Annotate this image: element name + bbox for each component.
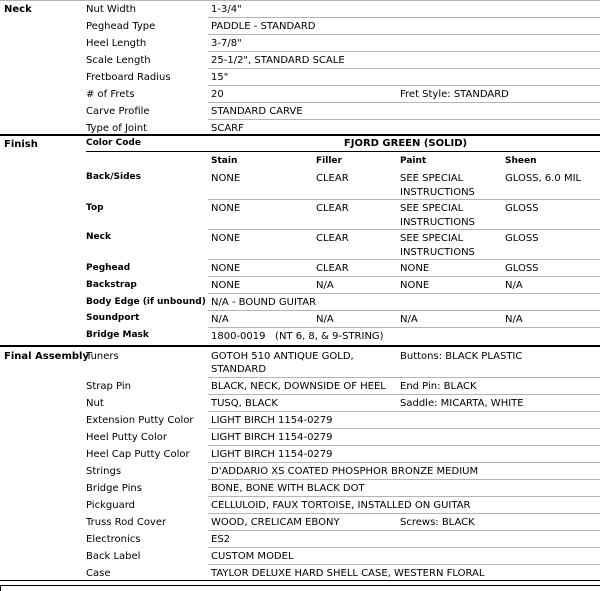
assembly-strings-value: D'ADDARIO XS COATED PHOSPHOR BRONZE MEDIUM	[211, 466, 479, 477]
finish-peghead-sheen: GLOSS	[505, 263, 539, 274]
neck-value-heel-length: 3-7/8"	[211, 38, 242, 49]
section-final-assembly: Final Assembly	[4, 351, 89, 362]
assembly-label-tuners: Tuners	[86, 351, 119, 362]
assembly-label-bridge-pins: Bridge Pins	[86, 483, 142, 494]
finish-top-sheen: GLOSS	[505, 203, 539, 214]
neck-value-scale-length: 25-1/2", STANDARD SCALE	[211, 55, 345, 66]
finish-backstrap-sheen: N/A	[505, 280, 523, 291]
finish-label-peghead: Peghead	[86, 263, 131, 273]
neck-value-joint: SCARF	[211, 123, 244, 134]
assembly-label-nut: Nut	[86, 398, 104, 409]
neck-label-peghead-type: Peghead Type	[86, 21, 156, 32]
assembly-label-electronics: Electronics	[86, 534, 141, 545]
section-finish: Finish	[4, 139, 38, 150]
neck-label-joint: Type of Joint	[86, 123, 148, 134]
finish-back-sides-paint: SEE SPECIAL	[400, 173, 464, 184]
assembly-label-heel-putty: Heel Putty Color	[86, 432, 168, 443]
section-neck: Neck	[4, 4, 32, 15]
finish-neck-sheen: GLOSS	[505, 233, 539, 244]
assembly-label-truss-rod-cover: Truss Rod Cover	[86, 517, 167, 528]
finish-soundport-sheen: N/A	[505, 314, 523, 325]
finish-soundport-paint: N/A	[400, 314, 418, 325]
finish-label-body-edge: Body Edge (if unbound)	[86, 297, 206, 307]
neck-value-carve-profile: STANDARD CARVE	[211, 106, 303, 117]
neck-label-heel-length: Heel Length	[86, 38, 147, 49]
finish-top-paint: SEE SPECIAL	[400, 203, 464, 214]
neck-value-nut-width: 1-3/4"	[211, 4, 242, 15]
finish-top-stain: NONE	[211, 203, 241, 214]
assembly-label-back-label: Back Label	[86, 551, 141, 562]
assembly-label-pickguard: Pickguard	[86, 500, 135, 511]
finish-label-soundport: Soundport	[86, 313, 140, 323]
finish-label-neck: Neck	[86, 232, 111, 242]
finish-neck-paint: SEE SPECIAL	[400, 233, 464, 244]
finish-color-code-value: FJORD GREEN (SOLID)	[343, 138, 468, 149]
assembly-heel-cap-putty-value: LIGHT BIRCH 1154-0279	[211, 449, 333, 460]
finish-backstrap-stain: NONE	[211, 280, 241, 291]
assembly-truss-rod-cover-value: WOOD, CRELICAM EBONY	[211, 517, 340, 528]
assembly-electronics-value: ES2	[211, 534, 231, 545]
finish-backstrap-filler: N/A	[316, 280, 334, 291]
finish-top-paint-2: INSTRUCTIONS	[400, 217, 475, 228]
neck-label-fretboard-radius: Fretboard Radius	[86, 72, 171, 83]
finish-bridge-mask-value: 1800-0019 (NT 6, 8, & 9-STRING)	[211, 331, 384, 342]
assembly-tuners-buttons: Buttons: BLACK PLASTIC	[400, 351, 523, 362]
finish-back-sides-filler: CLEAR	[316, 173, 349, 184]
neck-label-nut-width: Nut Width	[86, 4, 136, 15]
assembly-back-label-value: CUSTOM MODEL	[211, 551, 294, 562]
finish-label-backstrap: Backstrap	[86, 280, 137, 290]
finish-backstrap-paint: NONE	[400, 280, 430, 291]
finish-label-bridge-mask: Bridge Mask	[86, 330, 149, 340]
assembly-label-strap-pin: Strap Pin	[86, 381, 131, 392]
neck-label-carve-profile: Carve Profile	[86, 106, 150, 117]
finish-top-filler: CLEAR	[316, 203, 349, 214]
assembly-label-extension-putty: Extension Putty Color	[86, 415, 194, 426]
assembly-label-heel-cap-putty: Heel Cap Putty Color	[86, 449, 190, 460]
assembly-strap-pin-value: BLACK, NECK, DOWNSIDE OF HEEL	[211, 381, 386, 392]
assembly-tuners-value: GOTOH 510 ANTIQUE GOLD,	[211, 351, 354, 362]
assembly-saddle: Saddle: MICARTA, WHITE	[400, 398, 524, 409]
finish-back-sides-sheen: GLOSS, 6.0 MIL	[505, 173, 582, 184]
finish-color-code-label: Color Code	[86, 138, 141, 148]
neck-label-frets: # of Frets	[86, 89, 135, 100]
assembly-nut-value: TUSQ, BLACK	[211, 398, 278, 409]
assembly-pickguard-value: CELLULOID, FAUX TORTOISE, INSTALLED ON GUITAR	[211, 500, 471, 511]
finish-neck-stain: NONE	[211, 233, 241, 244]
finish-neck-filler: CLEAR	[316, 233, 349, 244]
finish-soundport-filler: N/A	[316, 314, 334, 325]
neck-value-peghead-type: PADDLE - STANDARD	[211, 21, 316, 32]
finish-peghead-filler: CLEAR	[316, 263, 349, 274]
assembly-tuners-value-2: STANDARD	[211, 364, 267, 375]
neck-label-scale-length: Scale Length	[86, 55, 151, 66]
neck-value-frets: 20	[211, 89, 224, 100]
finish-soundport-stain: N/A	[211, 314, 229, 325]
finish-header-sheen: Sheen	[505, 156, 537, 166]
assembly-label-case: Case	[86, 568, 111, 579]
assembly-truss-rod-screws: Screws: BLACK	[400, 517, 475, 528]
assembly-label-strings: Strings	[86, 466, 122, 477]
finish-back-sides-paint-2: INSTRUCTIONS	[400, 187, 475, 198]
assembly-case-value: TAYLOR DELUXE HARD SHELL CASE, WESTERN FLORAL	[211, 568, 485, 579]
finish-header-stain: Stain	[211, 156, 238, 166]
finish-body-edge-value: N/A - BOUND GUITAR	[211, 297, 317, 308]
finish-header-paint: Paint	[400, 156, 427, 166]
finish-label-back-sides: Back/Sides	[86, 172, 142, 182]
assembly-extension-putty-value: LIGHT BIRCH 1154-0279	[211, 415, 333, 426]
finish-back-sides-stain: NONE	[211, 173, 241, 184]
finish-label-top: Top	[86, 203, 104, 213]
finish-peghead-paint: NONE	[400, 263, 430, 274]
assembly-end-pin: End Pin: BLACK	[400, 381, 477, 392]
finish-peghead-stain: NONE	[211, 263, 241, 274]
assembly-bridge-pins-value: BONE, BONE WITH BLACK DOT	[211, 483, 365, 494]
finish-header-filler: Filler	[316, 156, 342, 166]
finish-neck-paint-2: INSTRUCTIONS	[400, 247, 475, 258]
neck-value-fretboard-radius: 15"	[211, 72, 229, 83]
assembly-heel-putty-value: LIGHT BIRCH 1154-0279	[211, 432, 333, 443]
neck-value-fret-style: Fret Style: STANDARD	[400, 89, 509, 100]
